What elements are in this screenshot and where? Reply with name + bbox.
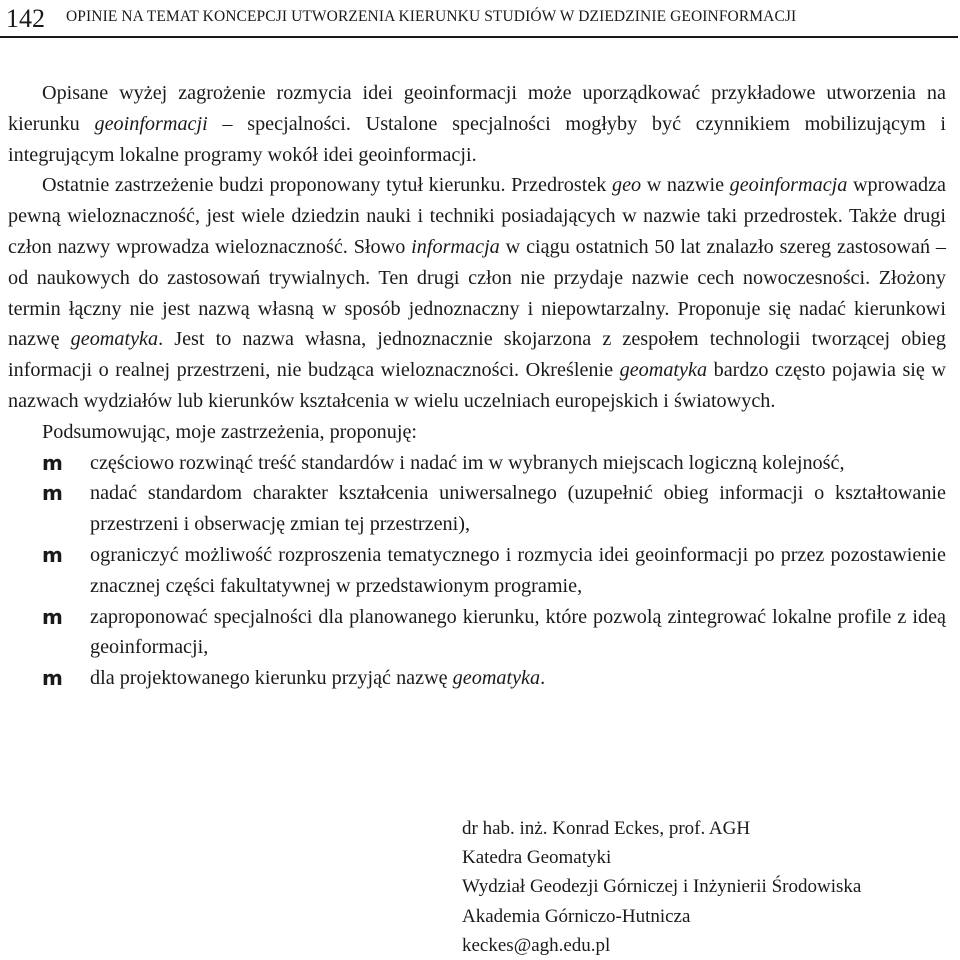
list-item-text: dla projektowanego kierunku przyjąć nazwę — [90, 667, 453, 690]
paragraph-geoinformation-specializations — [8, 78, 946, 170]
page-number: 142 — [6, 4, 45, 33]
author-email: keckes@agh.edu.pl — [462, 934, 611, 956]
paragraph-text: bardzo często pojawia się w nazwach wydziałów lub kierunków kształcenia w wielu uczelniach europejskich i światowych. — [8, 359, 946, 412]
paragraph-text: . Jest to nazwa własna, jednoznacznie skojarzona z zespołem technologii tworzącej obieg informacji o realnej przestrzeni, nie budząca wieloznaczności. Określenie — [8, 328, 946, 382]
header-divider — [0, 36, 958, 38]
italic-term: geomatyka — [619, 359, 708, 382]
italic-term: geomatyka — [452, 667, 541, 690]
bullet-icon: m — [42, 666, 63, 691]
list-item-text: . — [540, 667, 546, 690]
italic-term: geoinformacja — [729, 174, 848, 197]
list-item — [8, 602, 946, 664]
bullet-icon: m — [42, 542, 63, 567]
bullet-icon: m — [42, 450, 63, 475]
paragraph-text: Opisane wyżej zagrożenie rozmycia idei geoinformacji może uporządkować przykładowe utworzenia na kierunku — [8, 82, 946, 135]
list-item — [8, 663, 946, 694]
author-name: dr hab. inż. Konrad Eckes, prof. AGH — [462, 818, 751, 839]
paragraph-text: – specjalności. Ustalone specjalności mogłyby być czynnikiem mobilizującym i integrującym lokalne programy wokół idei geoinformacji. — [8, 112, 947, 166]
paragraph-course-name — [8, 170, 946, 416]
list-item — [8, 478, 946, 540]
author-signature — [462, 814, 861, 960]
italic-term: geoinformacji — [94, 112, 208, 135]
summary-intro: Podsumowując, moje zastrzeżenia, proponuję: — [42, 420, 418, 443]
author-department: Katedra Geomatyki — [462, 847, 612, 869]
article-body — [8, 78, 946, 694]
author-university: Akademia Górniczo-Hutnicza — [462, 905, 691, 927]
list-item-text: ograniczyć możliwość rozproszenia tematycznego i rozmycia idei geoinformacji po przez pozostawienie znacznej części fakultatywnej w przedstawionym programie, — [90, 543, 946, 597]
paragraph-text: wprowadza pewną wieloznaczność, jest wiele dziedzin nauki i techniki posiadających w nazwie taki przedrostek. Także drugi człon nazwy wprowadza wieloznaczność. Słowo — [8, 174, 947, 258]
italic-term: geo — [611, 174, 642, 197]
page-header — [0, 0, 958, 40]
list-item-text: zaproponować specjalności dla planowanego kierunku, które pozwolą zintegrować lokalne profile z ideą geoinformacji, — [90, 605, 946, 659]
bullet-icon: m — [42, 481, 63, 506]
proposal-list — [8, 448, 946, 694]
running-title: OPINIE NA TEMAT KONCEPCJI UTWORZENIA KIERUNKU STUDIÓW W DZIEDZINIE GEOINFORMACJI — [66, 8, 797, 25]
bullet-icon: m — [42, 604, 63, 629]
list-item-text: częściowo rozwinąć treść standardów i nadać im w wybranych miejscach logiczną kolejność, — [90, 451, 845, 474]
italic-term: informacja — [411, 235, 500, 258]
author-faculty: Wydział Geodezji Górniczej i Inżynierii Środowiska — [462, 876, 862, 898]
paragraph-text: w nazwie — [641, 174, 730, 197]
list-item-text: nadać standardom charakter kształcenia uniwersalnego (uzupełnić obieg informacji o kształtowanie przestrzeni i obserwację zmian tej przestrzeni), — [90, 482, 946, 536]
paragraph-text: w ciągu ostatnich 50 lat znalazło szereg zastosowań – od naukowych do zastosowań trywialnych. Ten drugi człon nie przydaje nazwie cech nowoczesności. Złożony termin łączny nie jest nazwą własną w sposób jednoznaczny i niepowtarzalny. Proponuje się nadać kierunkowi nazwę — [8, 235, 946, 351]
list-item — [8, 448, 946, 479]
italic-term: geomatyka — [70, 328, 159, 351]
paragraph-text: Ostatnie zastrzeżenie budzi proponowany tytuł kierunku. Przedrostek — [42, 174, 612, 197]
list-item — [8, 540, 946, 602]
